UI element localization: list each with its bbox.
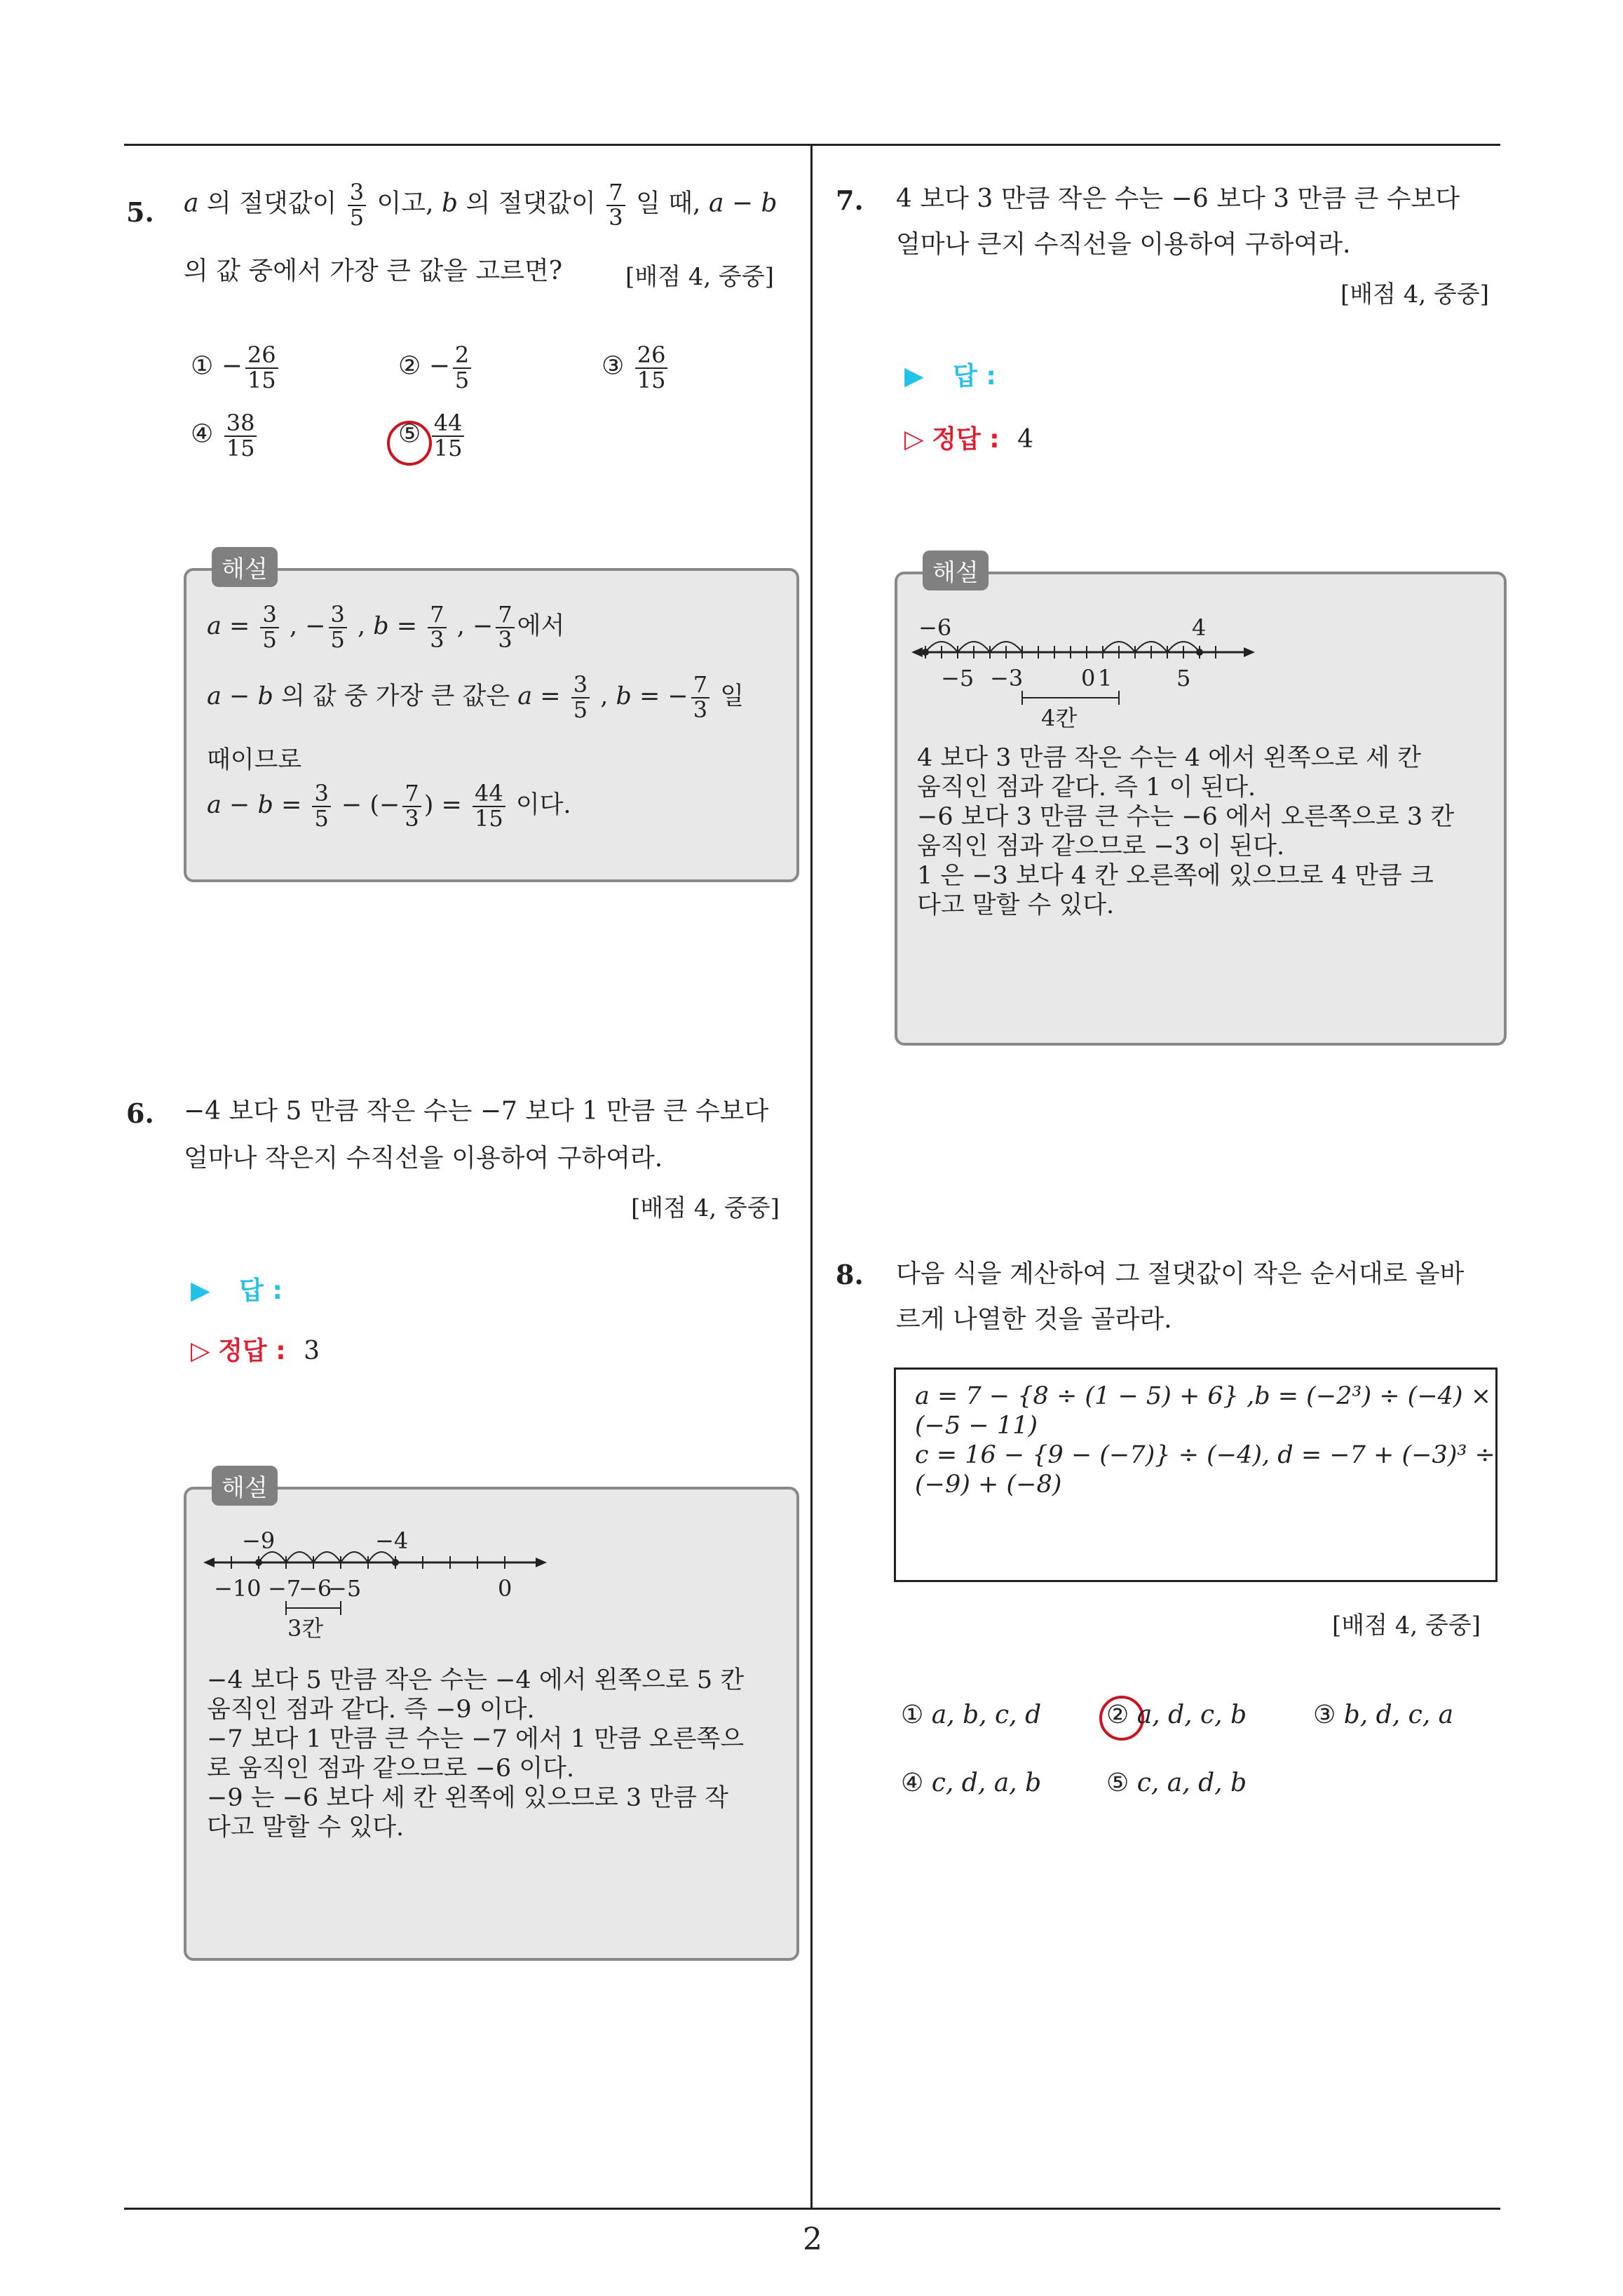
score-label: [배점 4, 중중] bbox=[631, 1194, 780, 1222]
question-text-line1: 다음 식을 계산하여 그 절댓값이 작은 순서대로 올바 bbox=[896, 1260, 1465, 1288]
expression-text: a = 7 − {8 ÷ (1 − 5) + 6} ,b = (−2³) ÷ (−4) × (−5 − 11) c = 16 − {9 − (−7)} ÷ (−4), d = −7 + (−3)³ ÷ (−9) + (−8) bbox=[915, 1382, 1495, 1499]
nl-tick-label: −5 bbox=[941, 665, 975, 691]
question-text-line2: 르게 나열한 것을 골라라. bbox=[896, 1305, 1172, 1334]
correct-answer-row: ▷ 정답 : 4 bbox=[904, 425, 1033, 454]
number-line-diagram bbox=[203, 1520, 554, 1647]
choice-4[interactable]: ④ $\frac{38}{15}$ bbox=[191, 412, 259, 460]
choice-2[interactable]: ② a, d, c, b bbox=[1106, 1701, 1247, 1729]
question-text-line1: a 의 절댓값이 $\frac{3}{5}$ 이고, b 의 절댓값이 $\frac{7}{3}$ 일 때, a − b bbox=[184, 179, 777, 231]
question-text-line1: −4 보다 5 만큼 작은 수는 −7 보다 1 만큼 큰 수보다 bbox=[184, 1097, 769, 1126]
question-number: 6. bbox=[126, 1098, 154, 1129]
explanation-text: −4 보다 5 만큼 작은 수는 −4 에서 왼쪽으로 5 칸 움직인 점과 같다. 즉 −9 이다. −7 보다 1 만큼 큰 수는 −7 에서 1 만큼 오른쪽으 로 움직인 점과 같으므로 −6 이다. −9 는 −6 보다 세 칸 왼쪽에 있으므로 3 만큼 작 다고 말할 수 있다. bbox=[207, 1666, 745, 1842]
question-text-line1: 4 보다 3 만큼 작은 수는 −6 보다 3 만큼 큰 수보다 bbox=[896, 184, 1460, 213]
choice-1[interactable]: ① − $\frac{26}{15}$ bbox=[191, 344, 281, 392]
explanation-tag: 해설 bbox=[923, 551, 989, 590]
nl-tick-label: −3 bbox=[990, 665, 1024, 691]
explanation-line2: a − b 의 값 중 가장 큰 값은 a = $\frac{3}{5}$ , b = − $\frac{7}{3}$ 일 bbox=[207, 671, 745, 723]
choice-5[interactable]: ⑤ $\frac{44}{15}$ bbox=[398, 412, 467, 460]
question-number: 8. bbox=[836, 1259, 864, 1290]
nl-top-label: −4 bbox=[375, 1527, 409, 1554]
question-number: 7. bbox=[836, 184, 864, 216]
choice-3[interactable]: ③ b, d, c, a bbox=[1313, 1701, 1454, 1729]
question-text-line2: 얼마나 작은지 수직선을 이용하여 구하여라. bbox=[184, 1144, 663, 1173]
nl-tick-label: −5 bbox=[328, 1575, 362, 1602]
score-label: [배점 4, 중중] bbox=[1340, 281, 1489, 309]
column-divider bbox=[810, 144, 813, 2209]
answer-input-row[interactable]: ▶ 답 : bbox=[904, 362, 996, 391]
nl-tick-label: 0 bbox=[1081, 665, 1096, 691]
nl-tick-label: 1 bbox=[1098, 665, 1113, 691]
question-text-line2: 얼마나 큰지 수직선을 이용하여 구하여라. bbox=[896, 230, 1351, 259]
score-label: [배점 4, 중중] bbox=[625, 263, 774, 291]
choice-4[interactable]: ④ c, d, a, b bbox=[901, 1769, 1042, 1797]
explanation-line1: a = $\frac{3}{5}$ , − $\frac{3}{5}$ , b = $\frac{7}{3}$ , − $\frac{7}{3}$ 에서 bbox=[207, 601, 565, 653]
correct-answer-row: ▷ 정답 : 3 bbox=[191, 1337, 320, 1365]
explanation-tag: 해설 bbox=[212, 1466, 278, 1506]
question-text-line2: 의 값 중에서 가장 큰 값을 고르면? bbox=[184, 257, 563, 285]
choice-5[interactable]: ⑤ c, a, d, b bbox=[1106, 1769, 1247, 1797]
choice-1[interactable]: ① a, b, c, d bbox=[901, 1701, 1042, 1729]
page-number: 2 bbox=[803, 2222, 822, 2257]
nl-tick-label: −7 bbox=[268, 1575, 301, 1602]
nl-tick-label: 0 bbox=[498, 1575, 512, 1602]
play-arrow-icon: ▶ bbox=[191, 1276, 210, 1305]
answer-input-row[interactable]: ▶ 답 : bbox=[191, 1276, 283, 1305]
outline-arrow-icon: ▷ bbox=[191, 1337, 210, 1365]
explanation-tag: 해설 bbox=[212, 547, 278, 587]
choice-3[interactable]: ③ $\frac{26}{15}$ bbox=[602, 344, 670, 392]
score-label: [배점 4, 중중] bbox=[1332, 1612, 1481, 1640]
nl-top-label: −9 bbox=[242, 1527, 276, 1554]
nl-tick-label: −6 bbox=[299, 1575, 332, 1602]
question-number: 5. bbox=[126, 196, 154, 228]
outline-arrow-icon: ▷ bbox=[904, 425, 924, 454]
nl-tick-label: 5 bbox=[1176, 665, 1191, 691]
nl-span-label: 4칸 bbox=[1041, 705, 1078, 731]
nl-tick-label: −10 bbox=[214, 1575, 262, 1602]
explanation-line4: a − b = $\frac{3}{5}$ − (− $\frac{7}{3}$ ) = $\frac{44}{15}$ 이다. bbox=[207, 780, 571, 832]
choice-2[interactable]: ② − $\frac{2}{5}$ bbox=[398, 344, 474, 392]
nl-top-label: 4 bbox=[1192, 614, 1207, 641]
number-line-diagram bbox=[911, 610, 1262, 736]
nl-span-label: 3칸 bbox=[287, 1615, 324, 1642]
bottom-rule bbox=[124, 2208, 1500, 2210]
explanation-line3: 때이므로 bbox=[207, 746, 302, 774]
play-arrow-icon: ▶ bbox=[904, 362, 924, 391]
nl-top-label: −6 bbox=[918, 614, 952, 641]
explanation-text: 4 보다 3 만큼 작은 수는 4 에서 왼쪽으로 세 칸 움직인 점과 같다. 즉 1 이 된다. −6 보다 3 만큼 큰 수는 −6 에서 오른쪽으로 3 칸 움직인 점과 같으므로 −3 이 된다. 1 은 −3 보다 4 칸 오른쪽에 있으므로 4 만큼 크 다고 말할 수 있다. bbox=[917, 744, 1455, 919]
